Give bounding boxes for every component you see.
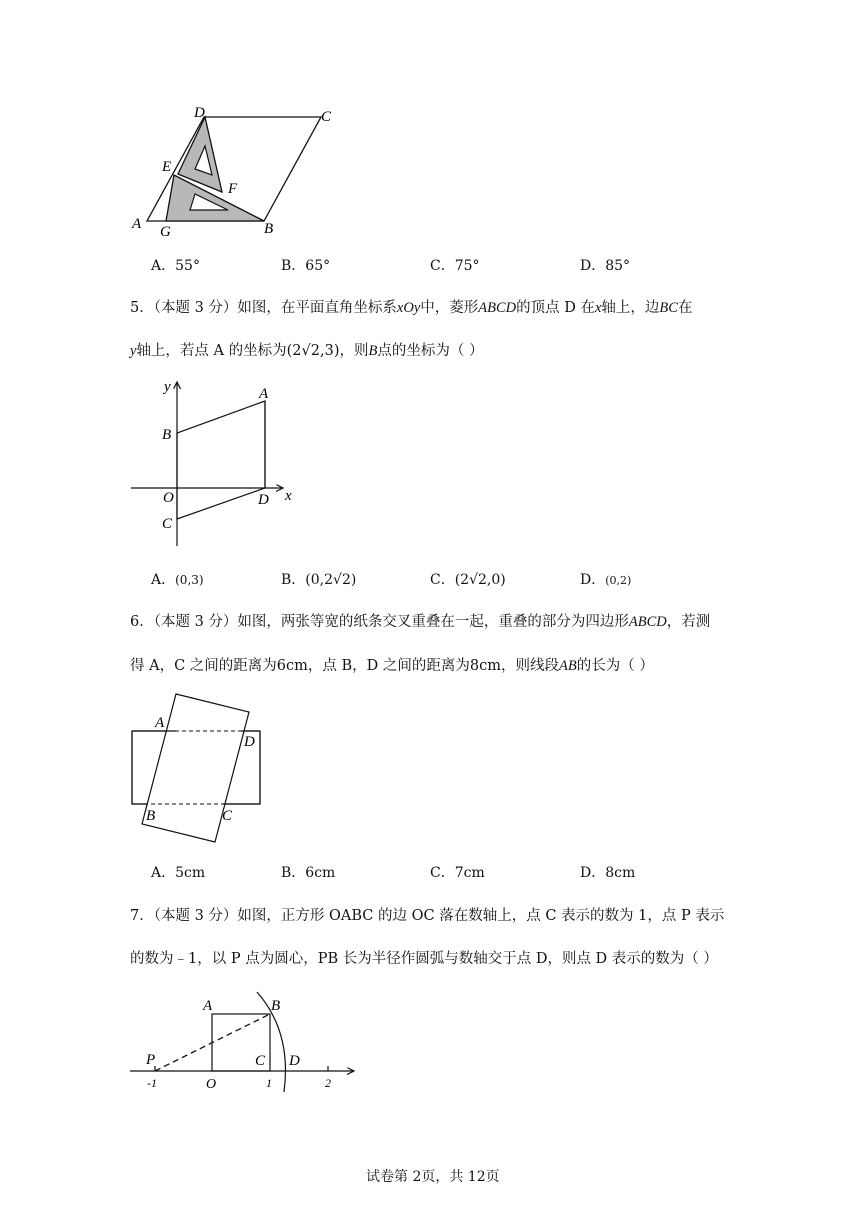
option-letter: C．: [430, 865, 455, 881]
q7-stem-line1: 7．（本题 3 分）如图，正方形 OABC 的边 OC 落在数轴上，点 C 表示的数为 1，点 P 表示: [130, 908, 725, 924]
q5-label-D: D: [258, 492, 269, 508]
option-text: 75°: [454, 258, 480, 274]
q5-text: 的顶点 D 在: [516, 300, 595, 316]
q7-label-O: O: [206, 1077, 217, 1092]
q5-math: B: [368, 343, 378, 359]
q5-math: ABCD: [478, 300, 517, 316]
q5-label-C: C: [162, 516, 173, 532]
option-letter: D．: [580, 572, 606, 588]
q5-math: xOy: [396, 300, 421, 316]
q6-math: AB: [559, 658, 577, 674]
q6-math: ABCD: [628, 614, 667, 630]
q6-text: ，则线段: [501, 658, 560, 674]
q5-text: 轴上，边: [601, 300, 660, 316]
q4-label-B: B: [264, 221, 274, 237]
q7-label-B: B: [271, 998, 281, 1014]
option-text: (0,2): [605, 574, 632, 587]
q6-math: 6cm: [276, 658, 308, 674]
option-text: (0,2√2): [305, 572, 357, 588]
q5-text: 中，菱形: [420, 300, 479, 316]
option-letter: C．: [430, 258, 455, 274]
q4-label-C: C: [321, 109, 332, 125]
q5-text: 轴上，若点 A 的坐标为: [136, 343, 287, 359]
option-letter: A．: [151, 258, 176, 274]
option-letter: A．: [151, 865, 176, 881]
q7-tick-1: 1: [266, 1076, 272, 1090]
q6-text: 得 A，C 之间的距离为: [130, 658, 277, 674]
option-text: 8cm: [605, 865, 636, 881]
q7-tick-minus1: -1: [147, 1076, 157, 1090]
option-letter: B．: [281, 572, 306, 588]
option-text: 6cm: [305, 865, 336, 881]
q5-label-B: B: [162, 427, 172, 443]
option-letter: D．: [580, 258, 606, 274]
q5-math: x: [594, 300, 602, 316]
page-footer: 试卷第 2页，共 12页: [366, 1169, 500, 1185]
q5-label-x: x: [285, 488, 292, 504]
q5-text: ，则: [339, 343, 369, 359]
q5-math: BC: [659, 300, 678, 316]
option-text: 65°: [305, 258, 331, 274]
option-letter: B．: [281, 865, 306, 881]
q5-text: 点的坐标为（ ）: [377, 343, 484, 359]
q5-math: y: [130, 343, 137, 359]
q7-label-C: C: [255, 1053, 266, 1069]
q5-math: (2√2,3): [286, 343, 340, 359]
option-text: 85°: [605, 258, 631, 274]
option-letter: D．: [580, 865, 606, 881]
q4-label-G: G: [160, 224, 171, 240]
q4-label-D: D: [194, 105, 205, 121]
q5-label-A: A: [259, 386, 269, 402]
q7-tick-2: 2: [325, 1076, 331, 1090]
q6-label-D: D: [244, 734, 255, 750]
q7-label-P: P: [146, 1052, 156, 1068]
q6-math: 8cm: [469, 658, 502, 674]
option-text: 5cm: [175, 865, 206, 881]
q6-text: ，若测: [666, 614, 711, 630]
q6-label-B: B: [146, 808, 156, 824]
q5-label-O: O: [163, 490, 174, 506]
q5-label-y: y: [164, 379, 171, 395]
option-letter: C．: [430, 572, 455, 588]
q4-label-A: A: [132, 216, 142, 232]
option-letter: A．: [151, 572, 176, 588]
option-text: (2√2,0): [454, 572, 506, 588]
option-letter: B．: [281, 258, 306, 274]
option-text: 55°: [175, 258, 200, 274]
q6-label-C: C: [222, 808, 233, 824]
q6-text: 的长为（ ）: [576, 658, 654, 674]
q6-text: 6．（本题 3 分）如图，两张等宽的纸条交叉重叠在一起，重叠的部分为四边形: [130, 614, 629, 630]
q7-label-D: D: [289, 1053, 300, 1069]
q7-label-A: A: [203, 998, 213, 1014]
q7-stem-line2: 的数为﹣1，以 P 点为圆心，PB 长为半径作圆弧与数轴交于点 D，则点 D 表示的数为（ ）: [130, 951, 718, 967]
q5-text: 在: [677, 300, 693, 316]
q6-text: ，点 B，D 之间的距离为: [307, 658, 470, 674]
q4-label-F: F: [228, 181, 238, 197]
q5-text: 5．（本题 3 分）如图，在平面直角坐标系: [130, 300, 397, 316]
q6-label-A: A: [155, 715, 165, 731]
option-text: 7cm: [454, 865, 485, 881]
q4-label-E: E: [162, 159, 172, 175]
option-text: (0,3): [175, 573, 204, 587]
